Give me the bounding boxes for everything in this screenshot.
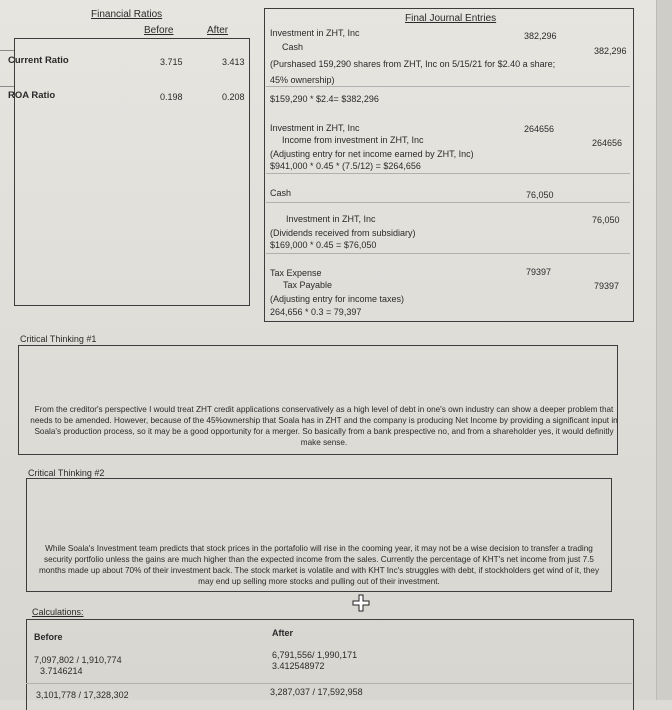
ratio-value-current-before: 3.715: [160, 57, 183, 67]
entry2-debit-account: Investment in ZHT, Inc: [270, 123, 360, 133]
entry3-calculation: $169,000 * 0.45 = $76,050: [270, 240, 377, 250]
calc-before-line1: 7,097,802 / 1,910,774: [34, 655, 122, 665]
entry2-credit-amount: 264656: [592, 138, 623, 148]
entry4-credit-amount: 79397: [594, 281, 620, 291]
entry4-calculation: 264,656 * 0.3 = 79,397: [270, 307, 362, 317]
entry4-debit-account: Tax Expense: [270, 268, 322, 278]
page-edge: [656, 0, 672, 700]
calc-after-line2: 3.412548972: [272, 661, 325, 671]
table-gridline: [266, 173, 630, 174]
entry2-credit-account: Income from investment in ZHT, Inc: [282, 135, 424, 145]
entry4-debit-amount: 79397: [526, 267, 552, 277]
calculations-label: Calculations:: [32, 607, 84, 617]
ratio-value-roa-after: 0.208: [222, 92, 245, 102]
table-gridline: [0, 50, 14, 51]
entry1-credit-account: Cash: [282, 42, 304, 52]
table-gridline: [266, 253, 630, 254]
entry3-credit-amount: 76,050: [592, 215, 620, 225]
entry2-debit-amount: 264656: [524, 124, 555, 134]
critical2-label: Critical Thinking #2: [28, 468, 105, 478]
journal-title: Final Journal Entries: [405, 13, 497, 24]
ratios-before-header: Before: [144, 25, 174, 36]
calc-after-line3: 3,287,037 / 17,592,958: [270, 687, 363, 697]
critical1-text: From the creditor's perspective I would treat ZHT credit applications conservatively as a high level of debt in one's own industry can show a deeper problem that needs to be amended. However, because of the 45%ownership that Soala has in ZHT and the company is producing Net Income by providing a significant input in Soala's production process, so it may be a good opportunity for a merger. So basically from a bank prespective no, and from a shareholder yes, it would definitly make sense.: [30, 405, 618, 447]
calc-after-label: After: [272, 628, 294, 638]
ratio-value-roa-before: 0.198: [160, 92, 183, 102]
ratio-label-current: Current Ratio: [8, 55, 69, 66]
entry4-memo: (Adjusting entry for income taxes): [270, 294, 405, 304]
table-gridline: [0, 86, 14, 87]
entry1-memo-2: 45% ownership): [270, 75, 335, 85]
entry1-credit-amount: 382,296: [594, 46, 627, 56]
critical1-label: Critical Thinking #1: [20, 334, 97, 344]
critical2-text: While Soala's Investment team predicts that stock prices in the portafolio will rise in the cooming year, it may not be a wise decision to transfer a trading security portfolio unless the gains are much higher than the expected income from the sales. Currently the percentage of KHT's net income from just 7.5 months made up about 70% of their investment back. The stock market is volatile and with KHT Inc's struggles with debt, if stockholders get wind of it, they may end up selling more stocks and pulling out of their investment.: [38, 544, 600, 586]
ratios-after-header: After: [207, 25, 229, 36]
crosshair-cursor-icon: [352, 594, 370, 612]
ratios-title: Financial Ratios: [91, 9, 163, 20]
entry1-memo: (Purshased 159,290 shares from ZHT, Inc on 5/15/21 for $2.40 a share;: [270, 59, 556, 69]
entry3-credit-account: Investment in ZHT, Inc: [286, 214, 376, 224]
entry3-debit-amount: 76,050: [526, 190, 554, 200]
calc-before-line2: 3.7146214: [40, 666, 83, 676]
ratio-value-current-after: 3.413: [222, 57, 245, 67]
entry1-calculation: $159,290 * $2.4= $382,296: [270, 94, 379, 104]
entry4-credit-account: Tax Payable: [283, 280, 333, 290]
entry2-calculation: $941,000 * 0.45 * (7.5/12) = $264,656: [270, 161, 421, 171]
calc-before-label: Before: [34, 632, 63, 642]
entry1-debit-account: Investment in ZHT, Inc: [270, 28, 360, 38]
entry3-memo: (Dividends received from subsidiary): [270, 228, 416, 238]
table-gridline: [266, 202, 630, 203]
calc-after-line1: 6,791,556/ 1,990,171: [272, 650, 358, 660]
entry2-memo: (Adjusting entry for net income earned by ZHT, Inc): [270, 149, 474, 159]
calc-before-line3: 3,101,778 / 17,328,302: [36, 690, 129, 700]
table-gridline: [26, 683, 632, 684]
entry1-debit-amount: 382,296: [524, 31, 557, 41]
entry3-debit-account: Cash: [270, 188, 292, 198]
ratios-table: [14, 38, 250, 306]
table-gridline: [266, 86, 630, 87]
ratio-label-roa: ROA Ratio: [8, 90, 56, 101]
